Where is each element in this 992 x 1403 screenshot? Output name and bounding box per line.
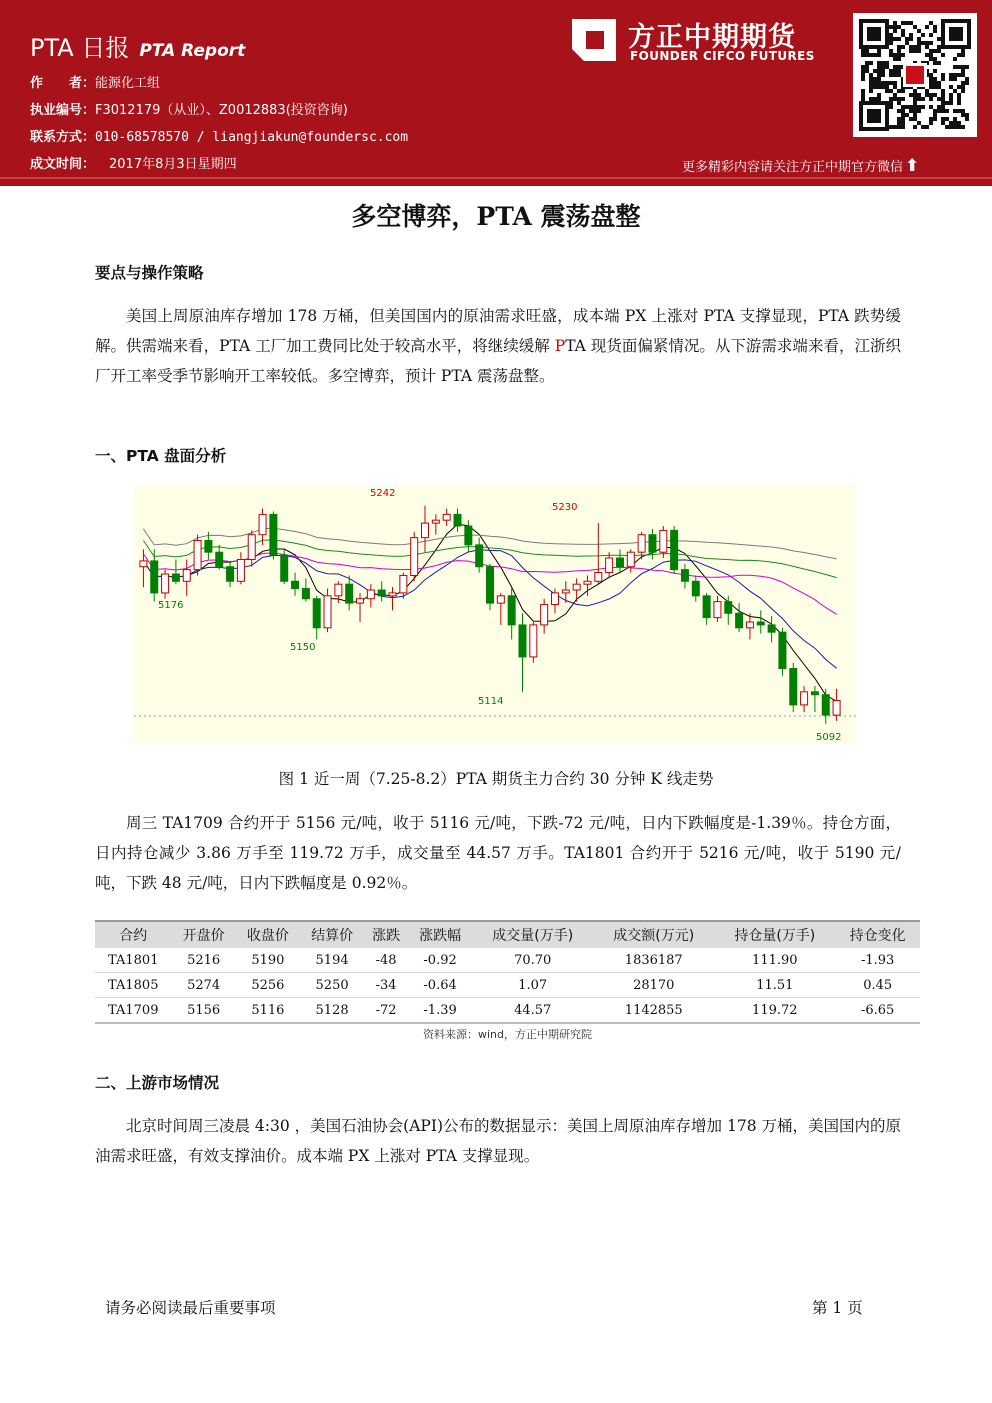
date-line	[30, 153, 237, 172]
candle-body	[151, 561, 158, 593]
candle-body	[541, 605, 548, 625]
main-title: 多空博弈，PTA 震荡盘整	[351, 202, 641, 231]
candle-body	[660, 530, 667, 552]
follow-text: 更多精彩内容请关注方正中期官方微信	[682, 160, 904, 175]
table-body	[95, 948, 920, 1023]
candle-body	[757, 622, 764, 625]
candle-body	[779, 632, 786, 668]
table-cell: TA1801	[95, 948, 172, 973]
table-row	[95, 973, 920, 998]
table-cell: 5128	[300, 998, 364, 1024]
candle-body	[638, 535, 645, 552]
candle-body	[562, 590, 569, 593]
section-heading-pta-analysis: 一、PTA 盘面分析	[95, 447, 227, 465]
table-cell: -0.64	[408, 973, 472, 998]
key-text-part1: 美国上周原油库存增加 178 万桶，但美国国内的原油需求旺盛，成本端 PX 上涨对 PTA 支撑显现，PTA 跌势缓解。供需端来看，PTA 工厂加工费同比处于较高水平，将继续缓解	[95, 307, 901, 355]
license-label: 执业编号：	[30, 103, 96, 118]
candle-body	[378, 590, 385, 596]
candle-body	[627, 552, 634, 567]
candle-body	[227, 567, 234, 582]
candle-body	[714, 602, 721, 618]
table-header-cell: 开盘价	[172, 921, 236, 948]
candle-body	[692, 581, 699, 596]
table-cell: 5274	[172, 973, 236, 998]
table-cell: 1836187	[593, 948, 714, 973]
candle-body	[530, 625, 537, 657]
candle-body	[508, 596, 515, 625]
table-header-row	[95, 921, 920, 948]
company-logo	[572, 15, 842, 67]
candle-body	[411, 538, 418, 576]
candle-body	[703, 596, 710, 618]
candle-body	[487, 567, 494, 603]
chart-caption: 图 1 近一周（7.25-8.2）PTA 期货主力合约 30 分钟 K 线走势	[278, 770, 714, 788]
section-heading-key-points: 要点与操作策略	[95, 264, 204, 282]
table-cell: TA1709	[95, 998, 172, 1024]
table-header-cell: 涨跌	[364, 921, 408, 948]
table-cell: 5256	[236, 973, 300, 998]
candle-body	[573, 584, 580, 590]
table-cell: 5216	[172, 948, 236, 973]
candle-body	[465, 526, 472, 545]
table-row	[95, 998, 920, 1024]
license-line	[30, 99, 348, 118]
table-header-cell: 成交额(万元)	[593, 921, 714, 948]
candle-body	[248, 535, 255, 560]
table-cell: 5190	[236, 948, 300, 973]
table-cell: 5156	[172, 998, 236, 1024]
table-row	[95, 948, 920, 973]
candle-body	[259, 514, 266, 534]
section-heading-upstream: 二、上游市场情况	[95, 1074, 220, 1092]
candle-body	[357, 599, 364, 603]
table-cell: 111.90	[714, 948, 835, 973]
table-cell: -6.65	[835, 998, 920, 1024]
candle-body	[302, 589, 309, 599]
candle-body	[270, 514, 277, 555]
key-text-part2: TA 现货面偏紧情况。从下游需求端来看，江浙织厂开工率受季节影响开工率较低。多空博弈，预计 PTA 震荡盘整。	[95, 337, 901, 385]
candle-body	[324, 596, 331, 628]
candle-body	[595, 573, 602, 582]
table-cell: -1.93	[835, 948, 920, 973]
table-cell: 5250	[300, 973, 364, 998]
report-title-en: PTA Report	[139, 41, 246, 61]
date-value: 2017年8月3日星期四	[109, 157, 237, 172]
candle-body	[237, 559, 244, 581]
price-annotation: 5230	[552, 502, 578, 513]
candle-body	[497, 596, 504, 603]
report-header	[0, 0, 992, 186]
table-cell: -48	[364, 948, 408, 973]
candle-body	[833, 701, 840, 716]
table-source: 资料来源：wind，方正中期研究院	[422, 1028, 592, 1041]
contract-table	[95, 920, 920, 1024]
candle-body	[172, 574, 179, 581]
candle-body	[400, 575, 407, 592]
author-line	[30, 72, 160, 91]
report-type	[30, 28, 245, 63]
candle-body	[649, 535, 656, 552]
table-cell: 70.70	[472, 948, 593, 973]
candle-body	[736, 613, 743, 628]
header-divider	[0, 177, 992, 179]
wechat-qr-code-icon	[853, 13, 977, 137]
key-points-paragraph	[95, 301, 901, 391]
table-cell: 44.57	[472, 998, 593, 1024]
table-cell: -1.39	[408, 998, 472, 1024]
report-title-cn: PTA 日报	[30, 34, 130, 62]
candle-body	[811, 692, 818, 695]
contact-line	[30, 126, 408, 145]
candle-body	[584, 581, 591, 584]
candle-body	[281, 555, 288, 581]
table-header-cell: 涨跌幅	[408, 921, 472, 948]
candle-body	[194, 541, 201, 570]
candle-body	[746, 622, 753, 628]
contact-label: 联系方式：	[30, 130, 96, 145]
table-cell: 5194	[300, 948, 364, 973]
candle-body	[292, 581, 299, 588]
founder-logo-icon	[572, 19, 616, 61]
table-header-cell: 收盘价	[236, 921, 300, 948]
candle-body	[822, 695, 829, 715]
table-cell: 0.45	[835, 973, 920, 998]
license-value: F3012179（从业）、Z0012883(投资咨询)	[95, 103, 348, 118]
candle-body	[335, 584, 342, 596]
price-annotation: 5092	[816, 732, 842, 743]
table-cell: -0.92	[408, 948, 472, 973]
table-cell: -34	[364, 973, 408, 998]
table-cell: 28170	[593, 973, 714, 998]
candle-body	[768, 625, 775, 632]
candle-body	[389, 593, 396, 596]
table-cell: 5116	[236, 998, 300, 1024]
table-header-cell: 合约	[95, 921, 172, 948]
candle-body	[216, 552, 223, 567]
table-cell: -72	[364, 998, 408, 1024]
pta-analysis-paragraph: 周三 TA1709 合约开于 5156 元/吨，收于 5116 元/吨，下跌-72 元/吨，日内下跌幅度是-1.39％。持仓方面，日内持仓减少 3.86 万手至 119.72 万手，成交量至 44.57 万手。TA1801 合约开于 5216 元/吨，收于 5190 元/吨，下跌 48 元/吨，日内下跌幅度是 0.92％。	[95, 814, 901, 892]
table-header-cell: 成交量(万手)	[472, 921, 593, 948]
candle-body	[519, 625, 526, 657]
candle-body	[476, 545, 483, 567]
candle-body	[790, 669, 797, 705]
table-header-cell: 持仓量(万手)	[714, 921, 835, 948]
price-annotation: 5176	[158, 600, 184, 611]
up-arrow-icon: ⬆	[905, 156, 920, 176]
author-value: 能源化工组	[95, 76, 161, 91]
candle-body	[616, 558, 623, 567]
candle-body	[183, 570, 190, 582]
candle-body	[671, 530, 678, 569]
author-label: 作 者：	[30, 76, 96, 91]
candle-body	[205, 541, 212, 553]
candle-body	[140, 561, 147, 567]
price-annotation: 5242	[370, 488, 396, 499]
contact-value: 010-68578570 / liangjiakun@foundersc.com	[95, 130, 409, 145]
logo-text-cn: 方正中期期货	[628, 22, 796, 53]
price-annotation: 5150	[290, 642, 316, 653]
candle-body	[432, 520, 439, 523]
upstream-paragraph: 北京时间周三凌晨 4:30 ，美国石油协会(API)公布的数据显示：美国上周原油库存增加 178 万桶，美国国内的原油需求旺盛，有效支撑油价。成本端 PX 上涨对 PTA 支撑显现。	[95, 1117, 901, 1165]
pta-kline-chart	[134, 486, 856, 744]
candle-body	[725, 602, 732, 614]
candle-body	[801, 692, 808, 705]
table-cell: TA1805	[95, 973, 172, 998]
table-header-cell: 结算价	[300, 921, 364, 948]
follow-wechat-note	[682, 156, 919, 176]
candle-body	[367, 590, 374, 599]
table-cell: 1142855	[593, 998, 714, 1024]
candle-body	[606, 558, 613, 573]
date-label: 成文时间：	[30, 157, 96, 172]
candle-body	[551, 593, 558, 605]
page-number: 第 1 页	[812, 1299, 863, 1317]
candle-body	[443, 514, 450, 520]
table-cell: 119.72	[714, 998, 835, 1024]
candle-body	[162, 574, 169, 593]
candle-body	[313, 599, 320, 628]
logo-text-en: FOUNDER CIFCO FUTURES	[630, 49, 815, 63]
table-cell: 11.51	[714, 973, 835, 998]
candle-body	[454, 514, 461, 526]
candle-body	[681, 570, 688, 582]
candle-body	[422, 523, 429, 538]
table-header-cell: 持仓变化	[835, 921, 920, 948]
candle-body	[346, 584, 353, 603]
key-text-red: P	[554, 337, 566, 355]
price-annotation: 5114	[478, 696, 504, 707]
table-cell: 1.07	[472, 973, 593, 998]
footer-disclaimer: 请务必阅读最后重要事项	[105, 1299, 276, 1317]
